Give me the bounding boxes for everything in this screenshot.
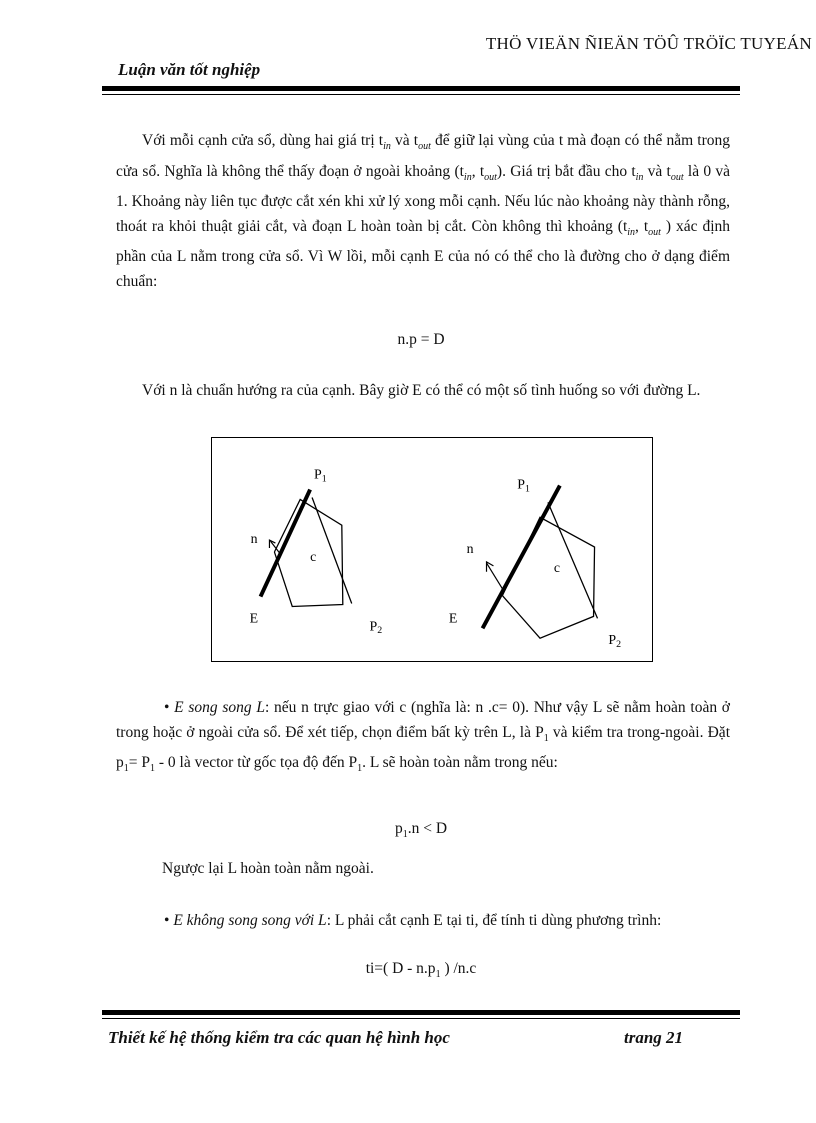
label-c-right: c <box>553 560 561 576</box>
normal-arrowhead-right <box>487 562 494 572</box>
header-rule-thin <box>102 94 740 95</box>
footer-rule-thick <box>102 1010 740 1015</box>
clipping-figure <box>211 437 653 662</box>
label-p1-right: $P_1$ <box>517 477 530 495</box>
equation-ti: ti=( D - $n.p_1$ ) /n.c <box>365 960 477 981</box>
equation-inside-test: $p_1.n < D$ <box>394 820 448 841</box>
label-c-left: c <box>310 549 317 565</box>
edge-e-left <box>261 490 311 597</box>
label-p2-right: $P_2$ <box>608 633 622 651</box>
line-l-left <box>312 497 352 603</box>
paragraph-outside: Ngược lại L hoàn toàn nằm ngoài. <box>162 860 374 877</box>
paragraph-parallel-case: • E song song L: nếu n trực giao với c (nghĩa là: n .c= 0). Như vậy L sẽ nằm hoàn toàn ở trong hoặc ở ngoài cửa sổ. Để xét tiếp, chọn điểm bất kỳ trên L, là $P_1$ và kiểm tra trong-ngoài. Đặt $p_1= P_1 - 0$ là vector từ gốc tọa độ đến $P_1$. L sẽ hoàn toàn nằm trong nếu: <box>116 699 731 775</box>
figure-drawing <box>212 438 652 661</box>
label-e-left: E <box>249 611 259 627</box>
normal-n-right <box>487 563 503 589</box>
header-rule-thick <box>102 86 740 91</box>
label-n-right: n <box>466 541 474 557</box>
paragraph-1: Với mỗi cạnh cửa sổ, dùng hai giá trị $t_{in}$ và $t_{out}$ để giữ lại vùng của t mà đoạn có thể nằm trong cửa sổ. Nghĩa là không thể thấy đoạn ở ngoài khoảng ($t_{in}$, $t_{out}$). Giá trị bắt đầu cho $t_{in}$ và $t_{out}$ là 0 và 1. Khoảng này liên tục được cắt xén khi xử lý xong mỗi cạnh. Nếu lúc nào khoảng này thành rỗng, thoát ra khỏi thuật giải cắt, và đoạn L hoàn toàn bị cắt. Còn không thì khoảng ($t_{in}$, $t_{out}$ ) xác định phần của L nằm trong cửa sổ. Vì W lồi, mỗi cạnh E của nó có thể cho là đường cho ở dạng điểm chuẩn: <box>116 132 731 290</box>
paragraph-nonparallel-case: • E không song song với L: L phải cắt cạnh E tại ti, để tính ti dùng phương trình: <box>164 912 662 929</box>
label-p1-left: $P_1$ <box>314 467 327 485</box>
paragraph-2: Với n là chuẩn hướng ra của cạnh. Bây giờ E có thể có một số tình huống so với đường L. <box>142 382 701 399</box>
label-e-right: E <box>448 611 458 627</box>
footer-page-number: trang 21 <box>624 1028 684 1047</box>
label-n-left: n <box>250 532 258 548</box>
label-p2-left: $P_2$ <box>369 619 383 637</box>
footer-rule-thin <box>102 1018 740 1019</box>
equation-normal-form: n.p = D <box>397 331 445 348</box>
header-site-name: THÖ VIEÄN ÑIEÄN TÖÛ TRÖÏC TUYEÁN <box>485 34 812 53</box>
header-title: Luận văn tốt nghiệp <box>118 60 261 79</box>
footer-title: Thiết kế hệ thống kiểm tra các quan hệ hình học <box>108 1028 450 1047</box>
